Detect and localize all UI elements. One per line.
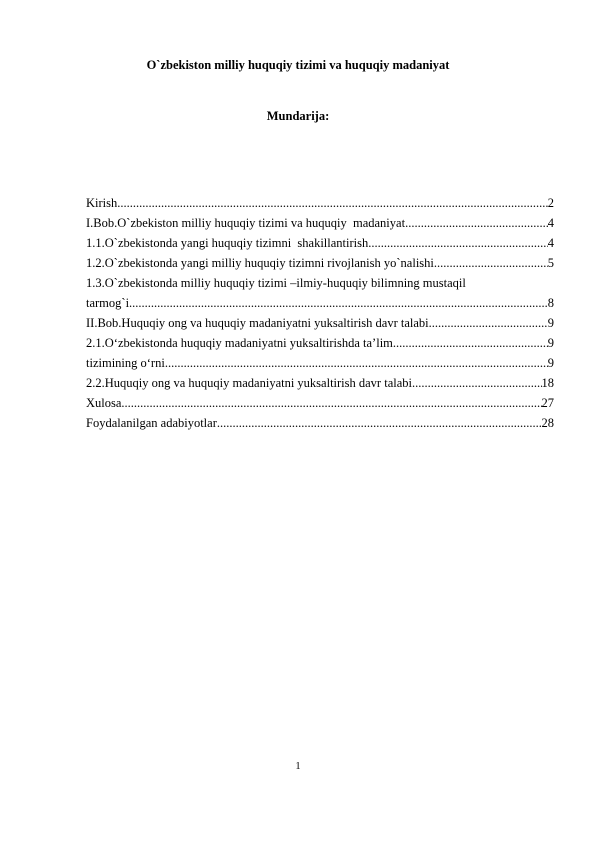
toc-entry-chapter-1[interactable] — [86, 211, 554, 231]
toc-leader-dots — [393, 335, 548, 351]
toc-entry-xulosa[interactable] — [86, 391, 554, 411]
toc-entry-label: II.Bob.Huquqiy ong va huquqiy madaniyatni yuksaltirish davr talabi — [86, 316, 429, 330]
toc-leader-dots — [165, 355, 548, 371]
toc-entry-label: 1.1.O`zbekistonda yangi huquqiy tizimni shakillantirish — [86, 236, 369, 250]
toc-entry-2-2[interactable] — [86, 371, 554, 391]
toc-entry-1-3[interactable] — [86, 271, 554, 291]
toc-entry-2-1-continued[interactable] — [86, 351, 554, 371]
toc-entry-page: 9 — [547, 356, 554, 370]
toc-leader-dots — [217, 415, 542, 431]
toc-entry-page: 18 — [541, 376, 554, 390]
contents-heading: Mundarija: — [266, 109, 330, 123]
toc-entry-label: 2.1.O‘zbekistonda huquqiy madaniyatni yuksaltirishda ta’lim — [86, 336, 393, 350]
toc-leader-dots — [405, 215, 548, 231]
toc-entry-label: 2.2.Huquqiy ong va huquqiy madaniyatni yuksaltirish davr talabi — [86, 376, 412, 390]
toc-entry-label: 1.3.O`zbekistonda milliy huquqiy tizimi –ilmiy-huquqiy bilimning mustaqil — [86, 276, 466, 290]
toc-entry-label: Kirish — [86, 196, 118, 210]
toc-entry-chapter-2[interactable] — [86, 311, 554, 331]
toc-entry-page: 28 — [541, 416, 554, 430]
toc-leader-dots — [117, 195, 548, 211]
toc-entry-page: 9 — [547, 336, 554, 350]
toc-entry-page: 5 — [547, 256, 554, 270]
toc-entry-page: 4 — [547, 216, 554, 230]
toc-entry-page: 4 — [547, 236, 554, 250]
toc-entry-page: 8 — [547, 296, 554, 310]
toc-leader-dots — [429, 315, 548, 331]
table-of-contents — [86, 191, 554, 431]
toc-entry-1-2[interactable] — [86, 251, 554, 271]
toc-entry-label: Foydalanilgan adabiyotlar — [86, 416, 217, 430]
toc-entry-page: 2 — [547, 196, 554, 210]
toc-leader-dots — [412, 375, 542, 391]
toc-leader-dots — [129, 295, 548, 311]
toc-leader-dots — [121, 395, 541, 411]
toc-entry-bibliography[interactable] — [86, 411, 554, 431]
toc-entry-page: 9 — [547, 316, 554, 330]
toc-entry-label: 1.2.O`zbekistonda yangi milliy huquqiy tizimni rivojlanish yo`nalishi — [86, 256, 434, 270]
toc-entry-page: 27 — [541, 396, 554, 410]
page-number: 1 — [295, 761, 301, 772]
toc-entry-label: Xulosa — [86, 396, 122, 410]
toc-entry-1-3-continued[interactable] — [86, 291, 554, 311]
toc-entry-kirish[interactable] — [86, 191, 554, 211]
toc-entry-label: I.Bob.O`zbekiston milliy huquqiy tizimi va huquqiy madaniyat — [86, 216, 406, 230]
toc-entry-label: tarmog`i — [86, 296, 130, 310]
toc-entry-2-1[interactable] — [86, 331, 554, 351]
toc-leader-dots — [434, 255, 548, 271]
toc-leader-dots — [368, 235, 547, 251]
document-title: O`zbekiston milliy huquqiy tizimi va huquqiy madaniyat — [146, 58, 450, 72]
toc-entry-label: tizimining o‘rni — [86, 356, 165, 370]
toc-entry-1-1[interactable] — [86, 231, 554, 251]
